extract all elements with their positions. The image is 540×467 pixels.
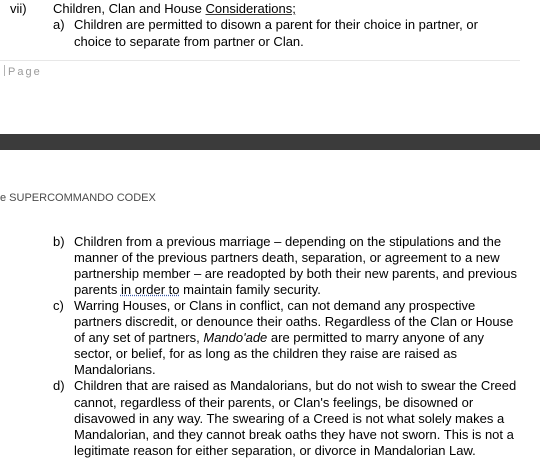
item-a-line2: choice to separate from partner or Clan.	[74, 34, 304, 49]
item-b-line1: Children from a previous marriage – depending on the stipulations and the	[74, 234, 502, 249]
footer-divider	[0, 60, 520, 61]
item-d-line5: legitimate reason for either separation, or divorce in Mandalorian Law.	[74, 443, 476, 458]
item-a-line1: Children are permitted to disown a parent for their choice in partner, or	[74, 17, 478, 32]
item-c-line1: Warring Houses, or Clans in conflict, can not demand any prospective	[74, 298, 476, 313]
section-heading-underlined: Considerations;	[205, 1, 296, 16]
item-d-line3: disavowed in any way. The swearing of a Creed is not what solely makes a	[74, 411, 505, 426]
item-b-line4-end: maintain family security.	[179, 282, 321, 297]
grammar-flagged-text: in order to	[120, 282, 180, 297]
item-c-line3	[74, 330, 484, 345]
item-d-line4: Mandalorian, and they cannot break oaths they have not sworn. This is not a	[74, 427, 514, 442]
footer-bar	[4, 65, 5, 76]
list-marker-b: b)	[53, 234, 65, 249]
item-c-line2: partners discredit, or denounce their oaths. Regardless of the Clan or House	[74, 314, 514, 329]
item-d-line2: cannot, regardless of their parents, or Clan's feelings, be disowned or	[74, 395, 474, 410]
item-c-line5: Mandalorians.	[74, 362, 156, 377]
item-d-line1: Children that are raised as Mandalorians, but do not wish to swear the Creed	[74, 378, 517, 393]
list-marker-a: a)	[53, 17, 65, 32]
page-separator	[0, 134, 540, 150]
section-heading-text: Children, Clan and House	[53, 1, 206, 16]
item-b-line3: partnership member – are readopted by both their new parents, and previous	[74, 266, 517, 281]
item-b-line2: manner of the previous partners death, separation, or agreement to a new	[74, 250, 500, 265]
running-header: e SUPERCOMMANDO CODEX	[0, 192, 156, 204]
item-b-line4	[74, 282, 321, 297]
list-marker-c: c)	[53, 298, 64, 313]
list-marker-d: d)	[53, 378, 65, 393]
item-c-line4: sector, or belief, for as long as the children they raise are raised as	[74, 346, 457, 361]
footer-page-label: Page	[8, 66, 42, 78]
item-c-line3-end: are permitted to marry anyone of any	[267, 330, 485, 345]
item-b-line4-start: parents	[74, 282, 121, 297]
list-marker-vii: vii)	[10, 1, 27, 16]
item-c-line3-start: of any set of partners,	[74, 330, 204, 345]
section-heading	[53, 1, 296, 16]
italic-term: Mando'ade	[203, 330, 268, 345]
page-footer	[4, 65, 42, 78]
